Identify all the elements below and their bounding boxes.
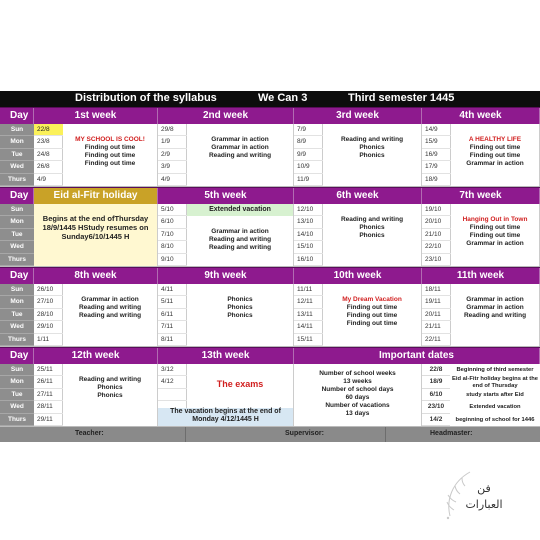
date-cell: 22/11: [422, 334, 451, 346]
date-cell: 11/9: [294, 174, 323, 186]
semester-summary: [294, 364, 422, 426]
week-dates: [422, 204, 451, 266]
date-cell: 7/9: [294, 124, 323, 136]
day-header: Day: [0, 108, 34, 124]
week-header: 2nd week: [158, 108, 294, 124]
date-cell: 16/10: [294, 254, 323, 266]
date-cell: 25/11: [34, 364, 63, 376]
lesson-lines: [451, 136, 539, 168]
week-header: 1st week: [34, 108, 158, 124]
date-cell: 7/10: [158, 229, 187, 241]
important-date-desc: beginning of school for 1446: [455, 416, 535, 423]
day-name: Wed: [0, 401, 34, 413]
date-cell: 29/10: [34, 321, 63, 333]
day-name: Wed: [0, 161, 34, 173]
title-bar: [0, 91, 540, 107]
lesson-line: Phonics: [359, 152, 385, 159]
week-dates: [294, 204, 323, 266]
date-cell: 7/11: [158, 321, 187, 333]
date-cell: 20/11: [422, 309, 451, 321]
title-semester: Third semester 1445: [348, 92, 455, 104]
date-cell: 13/11: [294, 309, 323, 321]
headmaster-label: Headmaster:: [430, 430, 473, 437]
lesson-line: Finding out time: [346, 320, 398, 327]
day-name: Tue: [0, 229, 34, 241]
date-cell: 26/8: [34, 161, 63, 173]
date-cell: 29/8: [158, 124, 187, 136]
date-cell: 18/9: [422, 174, 451, 186]
date-cell: 26/11: [34, 376, 63, 388]
title-series: We Can 3: [258, 92, 308, 104]
week-lessons: [187, 284, 294, 346]
lesson-lines: [187, 296, 293, 320]
date-cell: 2/9: [158, 149, 187, 161]
lesson-line: Finding out time: [469, 152, 521, 159]
lesson-line: Reading and writing: [78, 304, 142, 311]
lesson-line: Phonics: [227, 296, 253, 303]
day-name: Tue: [0, 149, 34, 161]
date-cell: 15/11: [294, 334, 323, 346]
week-lessons: [187, 124, 294, 186]
day-name: Mon: [0, 296, 34, 308]
day-header: Day: [0, 348, 34, 364]
logo-word-top: فن: [477, 482, 491, 495]
date-cell: 3/12: [158, 364, 187, 376]
summary-line: 13 days: [345, 410, 370, 417]
week-dates: [34, 284, 63, 346]
lesson-lines: [323, 296, 421, 328]
date-cell: 4/12: [158, 376, 187, 388]
day-name: Thurs: [0, 254, 34, 266]
date-cell: 27/10: [34, 296, 63, 308]
date-cell: 1/11: [34, 334, 63, 346]
lesson-lines: [63, 296, 157, 320]
day-name: Sun: [0, 284, 34, 296]
day-header: Day: [0, 268, 34, 284]
date-cell: 12/10: [294, 204, 323, 216]
day-name: Thurs: [0, 334, 34, 346]
lesson-line: Grammar in action: [211, 228, 269, 235]
syllabus-grid: [0, 107, 540, 427]
week-lessons: [63, 124, 158, 186]
date-cell: 4/9: [158, 174, 187, 186]
date-cell: 21/11: [422, 321, 451, 333]
lesson-line: Reading and writing: [463, 312, 527, 319]
summary-line: Number of school days: [321, 386, 394, 393]
week-block: [0, 124, 540, 187]
date-cell: 18/11: [422, 284, 451, 296]
summary-line: Number of school weeks: [319, 370, 396, 377]
lesson-line: Finding out time: [469, 232, 521, 239]
lesson-line: Reading and writing: [78, 376, 142, 383]
week-lessons: [323, 284, 422, 346]
date-cell: 29/11: [34, 414, 63, 426]
day-name: Mon: [0, 376, 34, 388]
lesson-line: Phonics: [359, 232, 385, 239]
date-cell: 19/10: [422, 204, 451, 216]
important-date: 6/10: [422, 389, 450, 401]
lesson-lines: [323, 216, 421, 240]
footer-divider: [185, 427, 186, 442]
week-header: 11th week: [422, 268, 540, 284]
lesson-line: Reading and writing: [208, 152, 272, 159]
week-lessons: [63, 364, 158, 426]
lesson-line: Finding out time: [84, 152, 136, 159]
vacation-line: The vacation begins at the end of: [170, 408, 281, 415]
logo-word-bottom: العبارات: [465, 498, 503, 511]
day-name: Sun: [0, 364, 34, 376]
lesson-line: Phonics: [97, 392, 123, 399]
date-cell: 3/9: [158, 161, 187, 173]
lesson-lines: [451, 296, 539, 320]
important-date: 22/8: [422, 364, 450, 376]
date-cell: 11/11: [294, 284, 323, 296]
week-header: 12th week: [34, 348, 158, 364]
day-name: Tue: [0, 389, 34, 401]
eid-note-line: Thursday 18/9/1445 H: [42, 214, 149, 232]
week-lessons: [451, 284, 540, 346]
important-date: 23/10: [422, 401, 450, 413]
lesson-line: Finding out time: [346, 312, 398, 319]
day-name: Wed: [0, 241, 34, 253]
vacation-note: [158, 408, 293, 426]
week-header: Eid al-Fitr holiday: [34, 188, 158, 204]
day-name: Wed: [0, 321, 34, 333]
lesson-line: Phonics: [97, 384, 123, 391]
syllabus-sheet: [0, 91, 540, 442]
week-dates: [34, 364, 63, 426]
eid-note-line: Begins at the end of: [42, 214, 115, 223]
day-column: [0, 204, 34, 266]
date-cell: 19/11: [422, 296, 451, 308]
week-header: 10th week: [294, 268, 422, 284]
eid-note-line: 6/10/1445 H: [88, 232, 130, 241]
day-column: [0, 284, 34, 346]
week-header: 13th week: [158, 348, 294, 364]
week-lessons: [451, 204, 540, 266]
lesson-line: Reading and writing: [78, 312, 142, 319]
lesson-line: Reading and writing: [208, 244, 272, 251]
important-date-desc: Extended vacation: [469, 404, 521, 411]
teacher-label: Teacher:: [75, 430, 104, 437]
date-cell: 8/11: [158, 334, 187, 346]
week-lessons: [170, 364, 294, 426]
supervisor-label: Supervisor:: [285, 430, 324, 437]
lesson-lines: [451, 216, 539, 248]
week-lessons: [323, 124, 422, 186]
date-cell: 14/9: [422, 124, 451, 136]
lesson-line: Grammar in action: [466, 160, 524, 167]
lesson-line: My Dream Vacation: [342, 296, 402, 303]
day-name: Mon: [0, 216, 34, 228]
footer-divider: [385, 427, 386, 442]
day-name: Mon: [0, 136, 34, 148]
important-dates: [422, 364, 540, 426]
week-dates: [158, 284, 187, 346]
date-cell: 12/11: [294, 296, 323, 308]
week-dates: [158, 204, 187, 266]
week-header: 5th week: [158, 188, 294, 204]
date-cell: 23/8: [34, 136, 63, 148]
lesson-line: Phonics: [227, 304, 253, 311]
lesson-line: Finding out time: [469, 224, 521, 231]
lesson-line: Reading and writing: [208, 236, 272, 243]
lesson-line: Phonics: [359, 224, 385, 231]
day-column: [0, 364, 34, 426]
date-cell: 6/10: [158, 216, 187, 228]
week-header: 6th week: [294, 188, 422, 204]
day-name: Thurs: [0, 414, 34, 426]
week-block: [0, 204, 540, 267]
week-header-band: [0, 107, 540, 124]
day-name: Sun: [0, 204, 34, 216]
date-cell: 27/11: [34, 389, 63, 401]
date-cell: 28/11: [34, 401, 63, 413]
lesson-line: MY SCHOOL IS COOL!: [75, 136, 145, 143]
brand-logo: [442, 466, 512, 526]
date-cell: 14/10: [294, 229, 323, 241]
week-header: 7th week: [422, 188, 540, 204]
week-dates: [294, 124, 323, 186]
title-distribution: Distribution of the syllabus: [75, 92, 217, 104]
eid-note-line: Study resumes on Sunday: [61, 223, 149, 241]
date-cell: 21/10: [422, 229, 451, 241]
lesson-lines: [63, 136, 157, 168]
lesson-line: Phonics: [359, 144, 385, 151]
week-header: Important dates: [294, 348, 540, 364]
date-cell: 1/9: [158, 136, 187, 148]
date-cell: 24/8: [34, 149, 63, 161]
week-header: 3rd week: [294, 108, 422, 124]
vacation-line: Monday 4/12/1445 H: [192, 416, 259, 423]
date-cell: 28/10: [34, 309, 63, 321]
important-date-desc: study starts after Eid: [466, 391, 524, 398]
day-column: [0, 124, 34, 186]
summary-line: 13 weeks: [343, 378, 372, 385]
week-dates: [422, 284, 451, 346]
important-date-desc: Eid al-Fitr holiday begins at the end of Thursday: [452, 376, 538, 389]
lesson-line: Finding out time: [84, 144, 136, 151]
date-cell: 6/11: [158, 309, 187, 321]
summary-lines: [294, 370, 421, 418]
lesson-line: Finding out time: [346, 304, 398, 311]
date-cell: 5/10: [158, 204, 187, 216]
week-dates: [422, 124, 451, 186]
date-cell: 20/10: [422, 216, 451, 228]
date-cell: [158, 389, 187, 401]
lesson-line: Reading and writing: [340, 216, 404, 223]
week-header: 4th week: [422, 108, 540, 124]
summary-line: Number of vacations: [325, 402, 390, 409]
lesson-lines: [63, 376, 157, 400]
date-cell: 22/8: [34, 124, 63, 136]
exams-title: The exams: [216, 379, 264, 389]
week-header: 8th week: [34, 268, 158, 284]
date-cell: 13/10: [294, 216, 323, 228]
week-block: [0, 284, 540, 347]
date-cell: 4/11: [158, 284, 187, 296]
day-name: Tue: [0, 309, 34, 321]
eid-note-lines: [34, 214, 157, 241]
week-header: 9th week: [158, 268, 294, 284]
week-block: [0, 364, 540, 427]
date-cell: 15/9: [422, 136, 451, 148]
week-header-band: [0, 347, 540, 364]
summary-line: 60 days: [345, 394, 370, 401]
date-cell: 10/9: [294, 161, 323, 173]
day-name: Thurs: [0, 174, 34, 186]
week-lessons: [323, 204, 422, 266]
date-cell: 16/9: [422, 149, 451, 161]
lesson-line: Grammar in action: [211, 144, 269, 151]
week-dates: [158, 124, 187, 186]
date-cell: 8/10: [158, 241, 187, 253]
lesson-line: Hanging Out in Town: [462, 216, 528, 223]
lesson-line: Grammar in action: [81, 296, 139, 303]
important-date: 14/2: [422, 414, 450, 426]
important-date-desc: Beginning of third semester: [456, 366, 534, 373]
lesson-line: Grammar in action: [466, 240, 524, 247]
week-lessons: [451, 124, 540, 186]
date-cell: 22/10: [422, 241, 451, 253]
lesson-line: Grammar in action: [211, 136, 269, 143]
lesson-lines: [323, 136, 421, 160]
day-header: Day: [0, 188, 34, 204]
date-cell: 26/10: [34, 284, 63, 296]
week-dates: [294, 284, 323, 346]
week-header-band: [0, 187, 540, 204]
date-cell: 9/9: [294, 149, 323, 161]
week-dates: [34, 124, 63, 186]
date-cell: 17/9: [422, 161, 451, 173]
lesson-line: Grammar in action: [466, 304, 524, 311]
date-cell: 9/10: [158, 254, 187, 266]
date-cell: 4/9: [34, 174, 63, 186]
exams-area: [187, 364, 293, 408]
lesson-line: Grammar in action: [466, 296, 524, 303]
week-lessons: [187, 204, 294, 266]
lesson-line: A HEALTHY LIFE: [468, 136, 522, 143]
week-header-band: [0, 267, 540, 284]
date-cell: 8/9: [294, 136, 323, 148]
important-date: 18/9: [422, 376, 450, 388]
week-lessons: [63, 284, 158, 346]
eid-holiday-note: [34, 204, 158, 266]
lesson-line: Finding out time: [469, 144, 521, 151]
lesson-lines: [187, 228, 293, 252]
lesson-line: Reading and writing: [340, 136, 404, 143]
extended-vacation-banner: Extended vacation: [187, 204, 293, 216]
lesson-lines: [187, 136, 293, 160]
day-name: Sun: [0, 124, 34, 136]
lesson-line: Phonics: [227, 312, 253, 319]
date-cell: 14/11: [294, 321, 323, 333]
date-cell: 23/10: [422, 254, 451, 266]
lesson-line: Finding out time: [84, 160, 136, 167]
date-cell: 5/11: [158, 296, 187, 308]
signature-footer: [0, 427, 540, 442]
date-cell: 15/10: [294, 241, 323, 253]
